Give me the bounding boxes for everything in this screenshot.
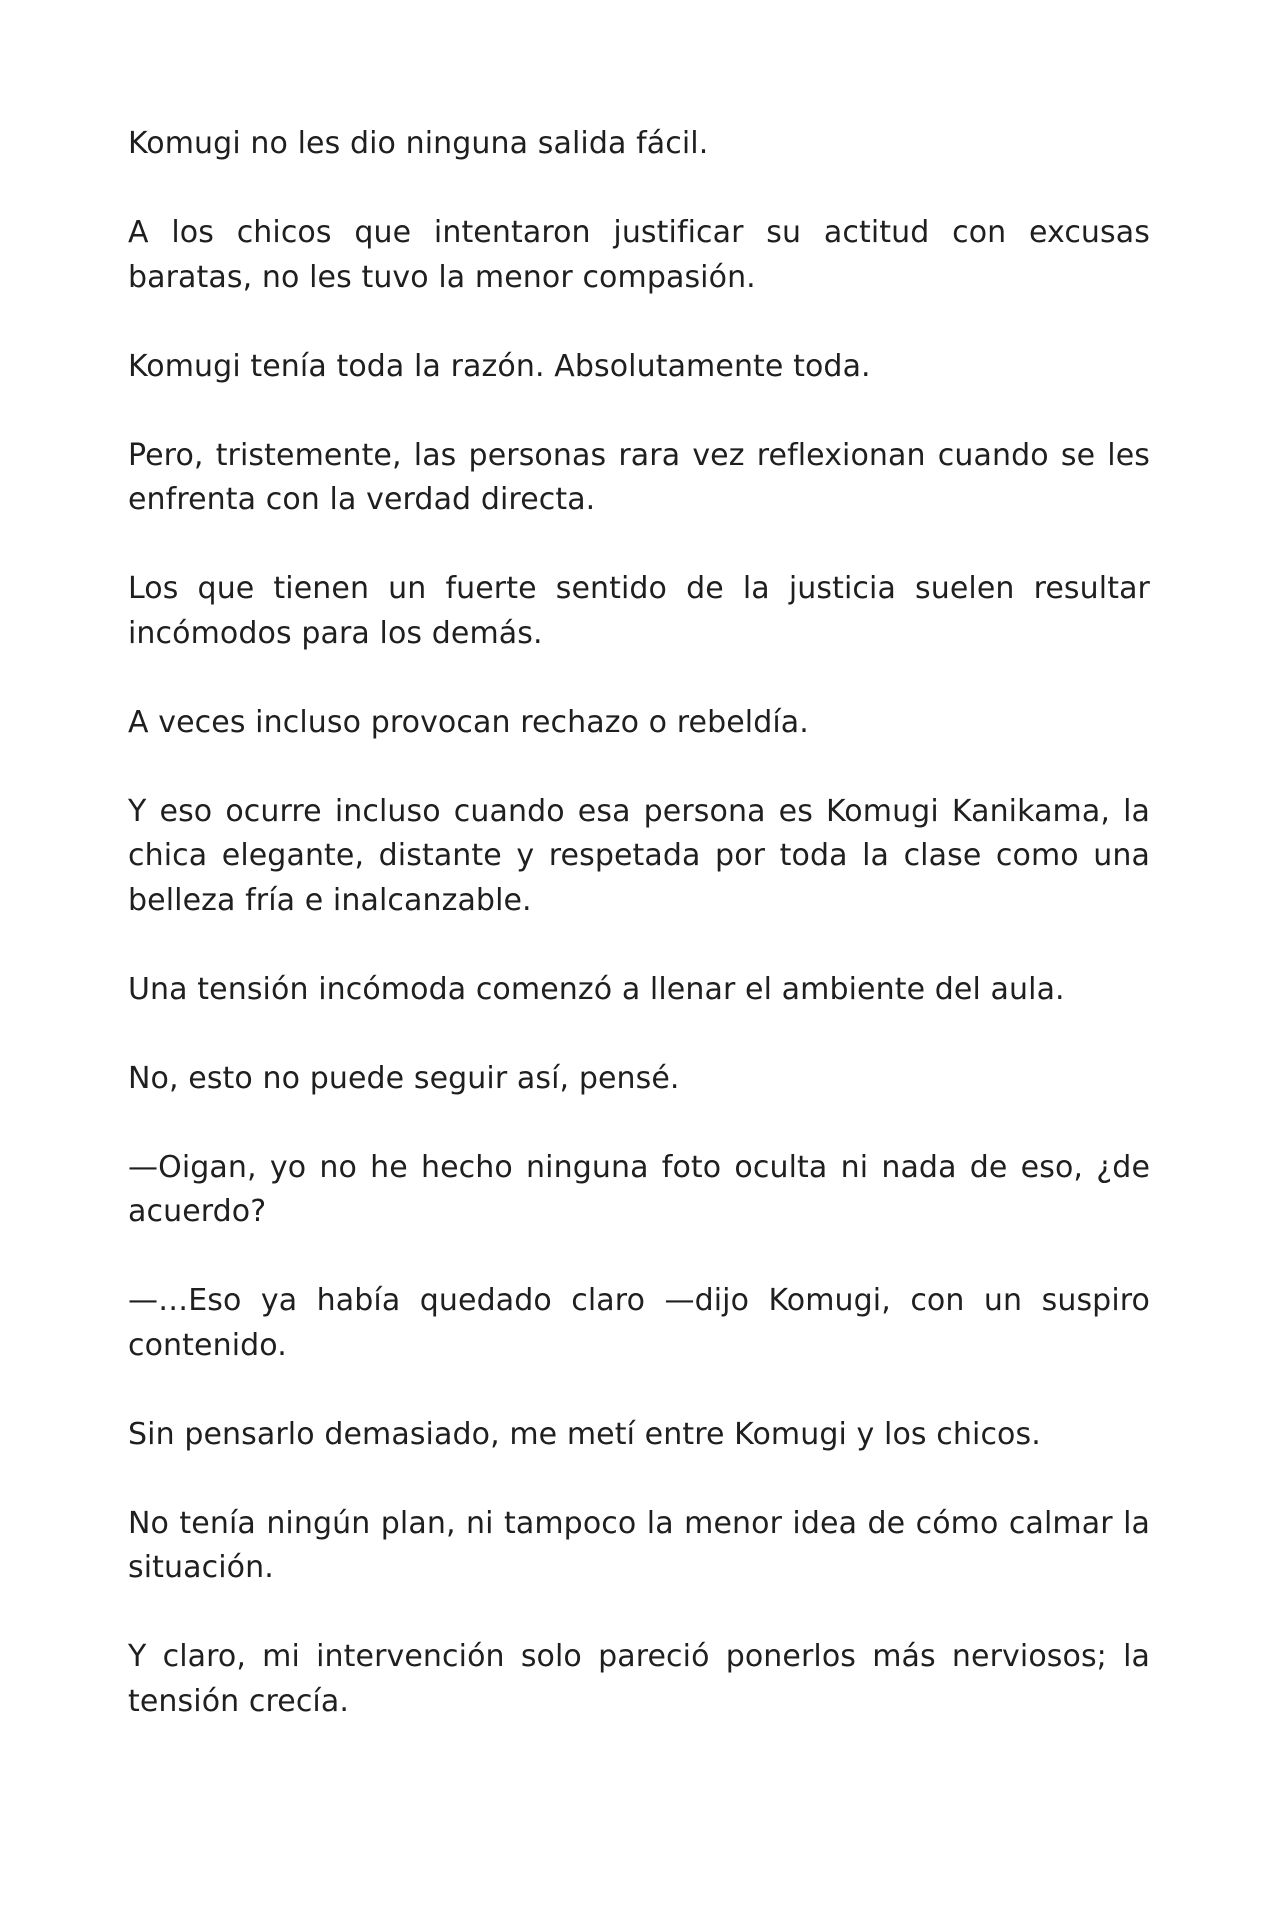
paragraph: Pero, tristemente, las personas rara vez reflexionan cuando se les enfrenta con la verdad directa. bbox=[128, 437, 1150, 517]
paragraph: Una tensión incómoda comenzó a llenar el ambiente del aula. bbox=[128, 971, 1065, 1007]
paragraph: —Oigan, yo no he hecho ninguna foto oculta ni nada de eso, ¿de acuerdo? bbox=[128, 1149, 1150, 1229]
paragraph: Komugi no les dio ninguna salida fácil. bbox=[128, 126, 709, 161]
paragraph: A los chicos que intentaron justificar su actitud con excusas baratas, no les tuvo la menor compasión. bbox=[128, 215, 1150, 295]
paragraph: No, esto no puede seguir así, pensé. bbox=[128, 1060, 680, 1096]
paragraph: Komugi tenía toda la razón. Absolutamente toda. bbox=[128, 348, 871, 384]
paragraph: Y eso ocurre incluso cuando esa persona es Komugi Kanikama, la chica elegante, distante y respetada por toda la clase como una belleza fría e inalcanzable. bbox=[128, 793, 1150, 918]
document-page bbox=[128, 122, 1150, 1769]
paragraph: No tenía ningún plan, ni tampoco la menor idea de cómo calmar la situación. bbox=[128, 1505, 1150, 1585]
paragraph: Sin pensarlo demasiado, me metí entre Komugi y los chicos. bbox=[128, 1416, 1041, 1452]
paragraph: A veces incluso provocan rechazo o rebeldía. bbox=[128, 704, 809, 740]
paragraph: Y claro, mi intervención solo pareció ponerlos más nerviosos; la tensión crecía. bbox=[128, 1639, 1150, 1719]
paragraph: Los que tienen un fuerte sentido de la justicia suelen resultar incómodos para los demás. bbox=[128, 571, 1150, 651]
paragraph: —…Eso ya había quedado claro —dijo Komugi, con un suspiro contenido. bbox=[128, 1283, 1150, 1363]
